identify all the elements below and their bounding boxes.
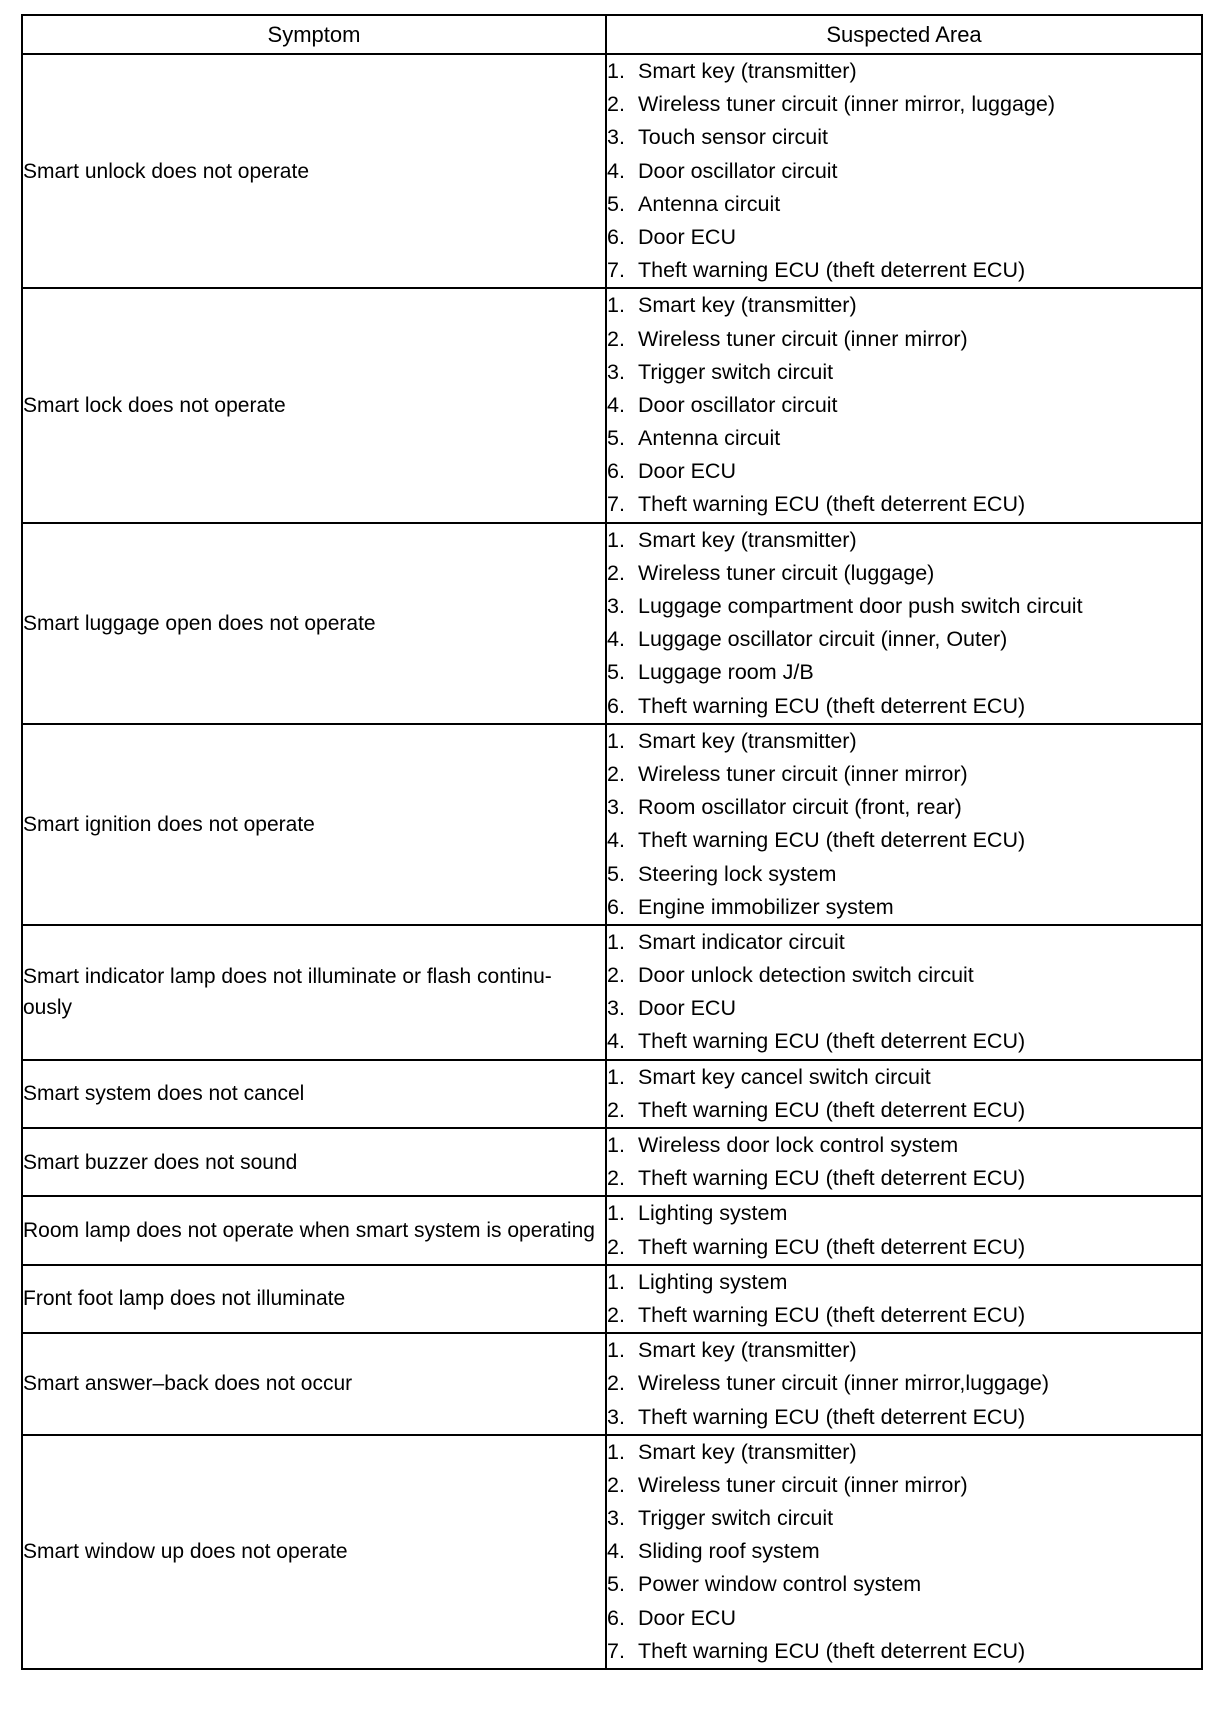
list-item <box>607 455 1201 488</box>
item-number: 4. <box>607 1539 625 1564</box>
list-item <box>607 254 1201 287</box>
suspected-area-text: Trigger switch circuit <box>638 359 834 384</box>
suspected-area-cell <box>606 1265 1202 1333</box>
item-number: 5. <box>607 660 625 685</box>
symptom-cell: Smart system does not cancel <box>22 1060 606 1128</box>
list-item <box>607 1602 1201 1635</box>
suspected-area-cell <box>606 54 1202 288</box>
suspected-area-text: Theft warning ECU (theft deterrent ECU) <box>638 1029 1026 1054</box>
item-number: 2. <box>607 1302 625 1327</box>
item-number: 5. <box>607 191 625 216</box>
list-item <box>607 1025 1201 1058</box>
item-number: 2. <box>607 1371 625 1396</box>
suspected-area-text: Smart key (transmitter) <box>638 293 857 318</box>
list-item <box>607 1635 1201 1668</box>
suspected-area-text: Theft warning ECU (theft deterrent ECU) <box>638 492 1026 517</box>
item-number: 3. <box>607 594 625 618</box>
item-number: 3. <box>607 795 625 820</box>
list-item <box>607 1129 1201 1162</box>
list-item <box>607 1197 1201 1230</box>
symptom-cell: Smart luggage open does not operate <box>22 523 606 724</box>
suspected-area-text: Smart key (transmitter) <box>638 1439 857 1464</box>
table-row <box>22 1265 1202 1333</box>
symptom-table <box>21 14 1203 1670</box>
table-row <box>22 1333 1202 1435</box>
list-item <box>607 1299 1201 1332</box>
symptom-cell: Smart window up does not operate <box>22 1435 606 1669</box>
suspected-area-text: Wireless tuner circuit (luggage) <box>638 560 935 585</box>
item-number: 1. <box>607 929 625 954</box>
suspected-area-cell <box>606 1128 1202 1196</box>
suspected-area-cell <box>606 925 1202 1060</box>
suspected-area-text: Door oscillator circuit <box>638 158 838 183</box>
suspected-area-text: Door ECU <box>638 459 736 484</box>
symptom-cell: Front foot lamp does not illuminate <box>22 1265 606 1333</box>
item-number: 2. <box>607 92 625 117</box>
suspected-area-text: Smart key (transmitter) <box>638 728 857 753</box>
suspected-area-text: Engine immobilizer system <box>638 894 894 919</box>
item-number: 1. <box>607 59 625 83</box>
item-number: 7. <box>607 1638 625 1663</box>
suspected-area-text: Antenna circuit <box>638 426 781 451</box>
suspected-area-list <box>607 524 1201 723</box>
suspected-area-list <box>607 289 1201 521</box>
suspected-area-text: Touch sensor circuit <box>638 125 828 150</box>
list-item <box>607 992 1201 1025</box>
suspected-area-text: Theft warning ECU (theft deterrent ECU) <box>638 258 1026 283</box>
suspected-area-list <box>607 1334 1201 1434</box>
item-number: 1. <box>607 293 625 318</box>
item-number: 2. <box>607 761 625 786</box>
table-row <box>22 1128 1202 1196</box>
suspected-area-text: Theft warning ECU (theft deterrent ECU) <box>638 693 1026 718</box>
list-item <box>607 1367 1201 1400</box>
suspected-area-list <box>607 1197 1201 1263</box>
item-number: 5. <box>607 426 625 451</box>
suspected-area-text: Door unlock detection switch circuit <box>638 963 974 988</box>
list-item <box>607 758 1201 791</box>
item-number: 1. <box>607 527 625 552</box>
list-item <box>607 791 1201 824</box>
table-row <box>22 54 1202 288</box>
list-item <box>607 488 1201 521</box>
suspected-area-text: Power window control system <box>638 1572 922 1597</box>
list-item <box>607 858 1201 891</box>
table-body <box>22 54 1202 1669</box>
list-item <box>607 1436 1201 1469</box>
list-item <box>607 690 1201 723</box>
symptom-cell: Smart indicator lamp does not illuminate or flash continu- ously <box>22 925 606 1060</box>
suspected-area-text: Sliding roof system <box>638 1539 820 1564</box>
list-item <box>607 590 1201 623</box>
suspected-area-text: Smart key (transmitter) <box>638 1338 857 1363</box>
item-number: 5. <box>607 1572 625 1597</box>
list-item <box>607 623 1201 656</box>
item-number: 2. <box>607 1234 625 1259</box>
list-item <box>607 725 1201 758</box>
list-item <box>607 1568 1201 1601</box>
table-row <box>22 288 1202 522</box>
list-item <box>607 524 1201 557</box>
suspected-area-text: Theft warning ECU (theft deterrent ECU) <box>638 1404 1026 1429</box>
list-item <box>607 188 1201 221</box>
item-number: 7. <box>607 258 625 283</box>
list-item <box>607 1401 1201 1434</box>
table-row <box>22 724 1202 925</box>
suspected-area-text: Theft warning ECU (theft deterrent ECU) <box>638 1638 1026 1663</box>
suspected-area-text: Lighting system <box>638 1201 788 1226</box>
list-item <box>607 155 1201 188</box>
suspected-area-text: Wireless tuner circuit (inner mirror,luggage) <box>638 1371 1050 1396</box>
list-item <box>607 88 1201 121</box>
suspected-area-cell <box>606 523 1202 724</box>
item-number: 1. <box>607 1269 625 1294</box>
item-number: 2. <box>607 560 625 585</box>
suspected-area-text: Luggage oscillator circuit (inner, Outer) <box>638 627 1008 652</box>
suspected-area-text: Theft warning ECU (theft deterrent ECU) <box>638 1097 1026 1122</box>
list-item <box>607 824 1201 857</box>
list-item <box>607 1231 1201 1264</box>
suspected-area-cell <box>606 1060 1202 1128</box>
suspected-area-text: Luggage room J/B <box>638 660 814 685</box>
suspected-area-text: Lighting system <box>638 1269 788 1294</box>
list-item <box>607 1094 1201 1127</box>
list-item <box>607 221 1201 254</box>
suspected-area-text: Wireless door lock control system <box>638 1133 959 1157</box>
table-row <box>22 1435 1202 1669</box>
symptom-column-header: Symptom <box>22 15 606 54</box>
suspected-area-text: Door oscillator circuit <box>638 392 838 417</box>
table-row <box>22 925 1202 1060</box>
item-number: 7. <box>607 492 625 517</box>
item-number: 2. <box>607 963 625 988</box>
list-item <box>607 1502 1201 1535</box>
header-row <box>22 15 1202 54</box>
item-number: 6. <box>607 1605 625 1630</box>
suspected-area-text: Theft warning ECU (theft deterrent ECU) <box>638 1234 1026 1259</box>
item-number: 1. <box>607 728 625 753</box>
item-number: 4. <box>607 828 625 853</box>
suspected-area-text: Smart key cancel switch circuit <box>638 1064 931 1089</box>
list-item <box>607 891 1201 924</box>
suspected-area-text: Wireless tuner circuit (inner mirror) <box>638 326 968 351</box>
suspected-area-cell <box>606 1196 1202 1264</box>
suspected-area-text: Luggage compartment door push switch circuit <box>638 594 1083 618</box>
list-item <box>607 1162 1201 1195</box>
list-item <box>607 422 1201 455</box>
list-item <box>607 926 1201 959</box>
suspected-area-text: Theft warning ECU (theft deterrent ECU) <box>638 828 1026 853</box>
list-item <box>607 557 1201 590</box>
item-number: 2. <box>607 1472 625 1497</box>
item-number: 6. <box>607 894 625 919</box>
symptom-cell: Smart unlock does not operate <box>22 54 606 288</box>
suspected-area-text: Room oscillator circuit (front, rear) <box>638 795 962 820</box>
symptom-cell: Smart buzzer does not sound <box>22 1128 606 1196</box>
suspected-area-column-header: Suspected Area <box>606 15 1202 54</box>
list-item <box>607 1334 1201 1367</box>
list-item <box>607 1061 1201 1094</box>
item-number: 3. <box>607 996 625 1021</box>
item-number: 1. <box>607 1133 625 1157</box>
list-item <box>607 389 1201 422</box>
suspected-area-list <box>607 926 1201 1059</box>
suspected-area-text: Door ECU <box>638 1605 736 1630</box>
symptom-cell: Smart ignition does not operate <box>22 724 606 925</box>
suspected-area-text: Wireless tuner circuit (inner mirror) <box>638 1472 968 1497</box>
suspected-area-text: Theft warning ECU (theft deterrent ECU) <box>638 1166 1026 1191</box>
suspected-area-list <box>607 725 1201 924</box>
suspected-area-list <box>607 1266 1201 1332</box>
list-item <box>607 356 1201 389</box>
suspected-area-list <box>607 1436 1201 1668</box>
list-item <box>607 55 1201 88</box>
suspected-area-list <box>607 55 1201 287</box>
suspected-area-cell <box>606 1333 1202 1435</box>
item-number: 3. <box>607 1404 625 1429</box>
item-number: 1. <box>607 1338 625 1363</box>
item-number: 6. <box>607 693 625 718</box>
item-number: 3. <box>607 359 625 384</box>
table-row <box>22 523 1202 724</box>
list-item <box>607 959 1201 992</box>
item-number: 2. <box>607 1097 625 1122</box>
item-number: 2. <box>607 326 625 351</box>
suspected-area-text: Door ECU <box>638 224 736 249</box>
item-number: 1. <box>607 1064 625 1089</box>
item-number: 4. <box>607 1029 625 1054</box>
symptom-cell: Smart answer–back does not occur <box>22 1333 606 1435</box>
suspected-area-text: Wireless tuner circuit (inner mirror) <box>638 761 968 786</box>
suspected-area-text: Door ECU <box>638 996 736 1021</box>
suspected-area-text: Steering lock system <box>638 861 837 886</box>
list-item <box>607 289 1201 322</box>
suspected-area-text: Smart indicator circuit <box>638 929 845 954</box>
list-item <box>607 121 1201 154</box>
item-number: 4. <box>607 627 625 652</box>
table-row <box>22 1196 1202 1264</box>
item-number: 1. <box>607 1439 625 1464</box>
list-item <box>607 1535 1201 1568</box>
item-number: 4. <box>607 392 625 417</box>
suspected-area-cell <box>606 288 1202 522</box>
suspected-area-text: Wireless tuner circuit (inner mirror, luggage) <box>638 92 1055 117</box>
item-number: 5. <box>607 861 625 886</box>
suspected-area-text: Smart key (transmitter) <box>638 59 857 83</box>
item-number: 3. <box>607 125 625 150</box>
symptom-cell: Room lamp does not operate when smart system is operating <box>22 1196 606 1264</box>
suspected-area-text: Antenna circuit <box>638 191 781 216</box>
list-item <box>607 323 1201 356</box>
item-number: 6. <box>607 224 625 249</box>
list-item <box>607 1469 1201 1502</box>
item-number: 4. <box>607 158 625 183</box>
item-number: 2. <box>607 1166 625 1191</box>
suspected-area-list <box>607 1129 1201 1195</box>
table-row <box>22 1060 1202 1128</box>
suspected-area-text: Trigger switch circuit <box>638 1506 834 1531</box>
suspected-area-list <box>607 1061 1201 1127</box>
suspected-area-text: Theft warning ECU (theft deterrent ECU) <box>638 1302 1026 1327</box>
item-number: 6. <box>607 459 625 484</box>
suspected-area-cell <box>606 1435 1202 1669</box>
suspected-area-cell <box>606 724 1202 925</box>
symptom-cell: Smart lock does not operate <box>22 288 606 522</box>
list-item <box>607 656 1201 689</box>
suspected-area-text: Smart key (transmitter) <box>638 527 857 552</box>
list-item <box>607 1266 1201 1299</box>
item-number: 1. <box>607 1201 625 1226</box>
item-number: 3. <box>607 1506 625 1531</box>
